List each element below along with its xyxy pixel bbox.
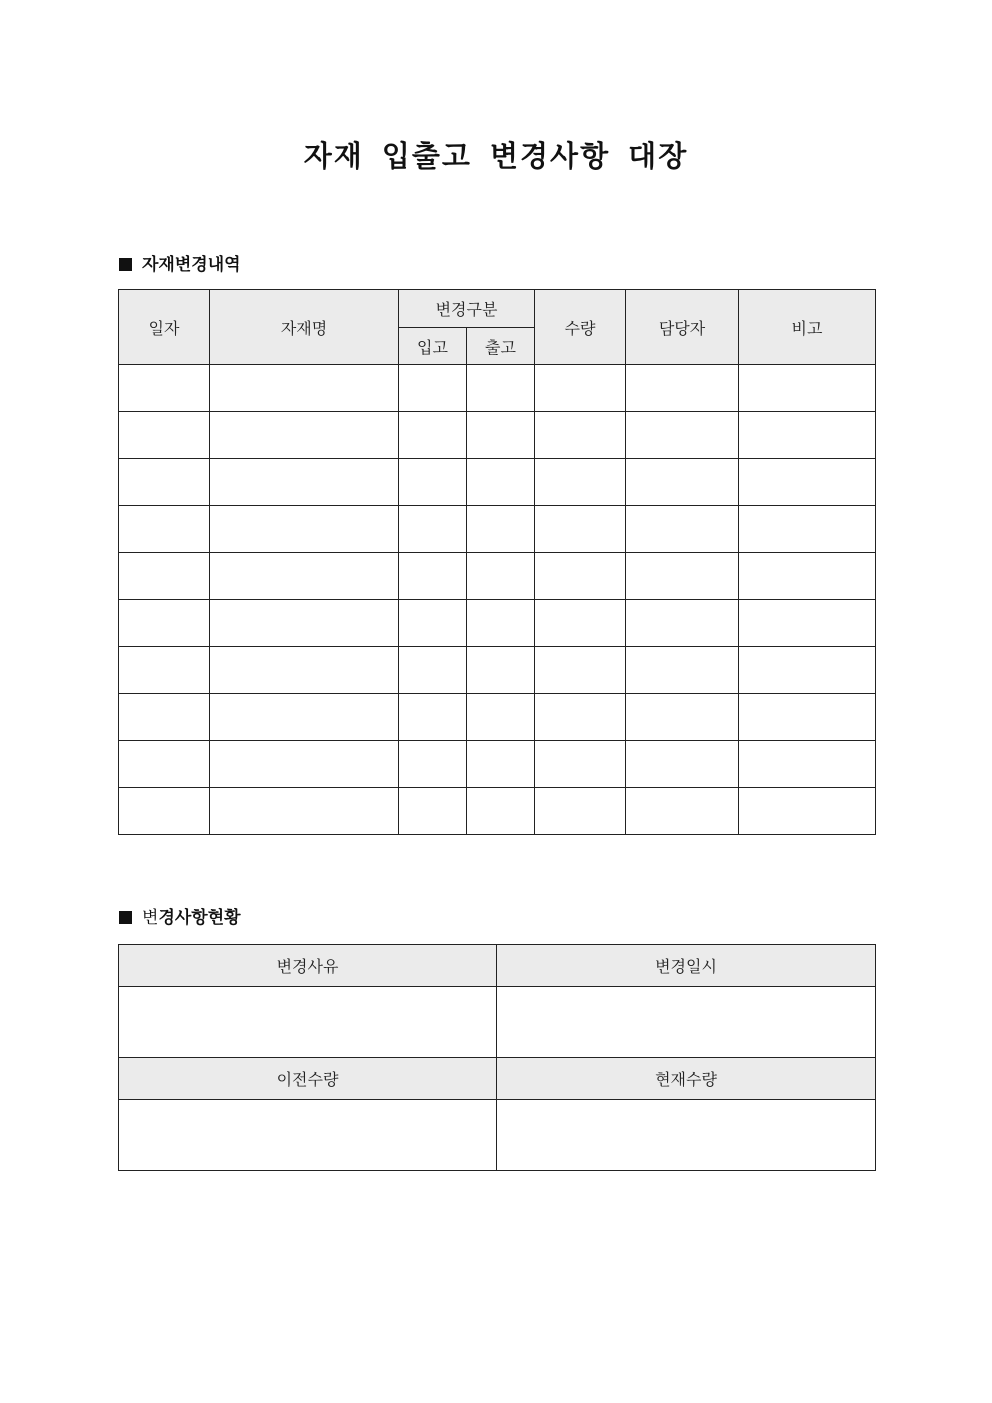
- column-header-remarks: 비고: [739, 290, 876, 365]
- cell-material-name[interactable]: [210, 647, 399, 694]
- cell-date[interactable]: [119, 694, 210, 741]
- table-row: [119, 365, 876, 412]
- column-header-outbound: 출고: [467, 328, 535, 365]
- section-heading-change-history: [119, 253, 241, 277]
- cell-date[interactable]: [119, 788, 210, 835]
- cell-date[interactable]: [119, 647, 210, 694]
- cell-material-name[interactable]: [210, 365, 399, 412]
- page-title: 자재 입출고 변경사항 대장: [303, 139, 689, 173]
- cell-manager[interactable]: [626, 365, 739, 412]
- cell-remarks[interactable]: [739, 506, 876, 553]
- table-row: [119, 647, 876, 694]
- change-status-table: [118, 944, 876, 1171]
- cell-material-name[interactable]: [210, 694, 399, 741]
- cell-quantity[interactable]: [535, 788, 626, 835]
- cell-remarks[interactable]: [739, 647, 876, 694]
- cell-inbound[interactable]: [399, 506, 467, 553]
- column-header-quantity: 수량: [535, 290, 626, 365]
- square-bullet-icon: [119, 911, 132, 924]
- cell-inbound[interactable]: [399, 694, 467, 741]
- cell-manager[interactable]: [626, 600, 739, 647]
- cell-outbound[interactable]: [467, 365, 535, 412]
- cell-manager[interactable]: [626, 647, 739, 694]
- cell-remarks[interactable]: [739, 694, 876, 741]
- column-header-material-name: 자재명: [210, 290, 399, 365]
- cell-outbound[interactable]: [467, 600, 535, 647]
- table-row: [119, 553, 876, 600]
- cell-manager[interactable]: [626, 788, 739, 835]
- cell-inbound[interactable]: [399, 600, 467, 647]
- cell-manager[interactable]: [626, 459, 739, 506]
- cell-outbound[interactable]: [467, 412, 535, 459]
- cell-manager[interactable]: [626, 412, 739, 459]
- table-row: [119, 506, 876, 553]
- cell-inbound[interactable]: [399, 788, 467, 835]
- cell-remarks[interactable]: [739, 459, 876, 506]
- cell-quantity[interactable]: [535, 506, 626, 553]
- label-previous-quantity: 이전수량: [119, 1058, 497, 1100]
- cell-outbound[interactable]: [467, 741, 535, 788]
- cell-manager[interactable]: [626, 741, 739, 788]
- cell-inbound[interactable]: [399, 741, 467, 788]
- cell-quantity[interactable]: [535, 553, 626, 600]
- cell-inbound[interactable]: [399, 553, 467, 600]
- cell-outbound[interactable]: [467, 459, 535, 506]
- cell-inbound[interactable]: [399, 647, 467, 694]
- label-current-quantity: 현재수량: [497, 1058, 876, 1100]
- section-heading-change-status: [119, 906, 241, 930]
- cell-manager[interactable]: [626, 553, 739, 600]
- cell-material-name[interactable]: [210, 741, 399, 788]
- cell-remarks[interactable]: [739, 741, 876, 788]
- cell-manager[interactable]: [626, 694, 739, 741]
- cell-outbound[interactable]: [467, 647, 535, 694]
- cell-material-name[interactable]: [210, 788, 399, 835]
- table-row: [119, 600, 876, 647]
- cell-quantity[interactable]: [535, 694, 626, 741]
- cell-material-name[interactable]: [210, 506, 399, 553]
- cell-date[interactable]: [119, 365, 210, 412]
- cell-remarks[interactable]: [739, 412, 876, 459]
- cell-material-name[interactable]: [210, 553, 399, 600]
- cell-date[interactable]: [119, 553, 210, 600]
- table-row: [119, 459, 876, 506]
- cell-quantity[interactable]: [535, 412, 626, 459]
- cell-quantity[interactable]: [535, 365, 626, 412]
- material-change-table: [118, 289, 876, 835]
- column-header-manager: 담당자: [626, 290, 739, 365]
- cell-material-name[interactable]: [210, 459, 399, 506]
- cell-outbound[interactable]: [467, 553, 535, 600]
- cell-date[interactable]: [119, 506, 210, 553]
- cell-date[interactable]: [119, 741, 210, 788]
- cell-inbound[interactable]: [399, 459, 467, 506]
- section-heading-label: 자재변경내역: [142, 255, 241, 275]
- column-header-date: 일자: [119, 290, 210, 365]
- cell-remarks[interactable]: [739, 600, 876, 647]
- cell-quantity[interactable]: [535, 459, 626, 506]
- square-bullet-icon: [119, 258, 132, 271]
- cell-remarks[interactable]: [739, 788, 876, 835]
- cell-remarks[interactable]: [739, 365, 876, 412]
- cell-material-name[interactable]: [210, 412, 399, 459]
- field-previous-quantity[interactable]: [119, 1100, 497, 1171]
- table-row: [119, 788, 876, 835]
- cell-inbound[interactable]: [399, 412, 467, 459]
- cell-outbound[interactable]: [467, 506, 535, 553]
- field-change-datetime[interactable]: [497, 987, 876, 1058]
- field-change-reason[interactable]: [119, 987, 497, 1058]
- cell-inbound[interactable]: [399, 365, 467, 412]
- label-change-datetime: 변경일시: [497, 945, 876, 987]
- cell-date[interactable]: [119, 600, 210, 647]
- cell-quantity[interactable]: [535, 741, 626, 788]
- cell-material-name[interactable]: [210, 600, 399, 647]
- column-header-inbound: 입고: [399, 328, 467, 365]
- table-row: [119, 741, 876, 788]
- cell-date[interactable]: [119, 459, 210, 506]
- field-current-quantity[interactable]: [497, 1100, 876, 1171]
- section-heading-lead: 변: [142, 908, 159, 928]
- label-change-reason: 변경사유: [119, 945, 497, 987]
- cell-date[interactable]: [119, 412, 210, 459]
- cell-outbound[interactable]: [467, 788, 535, 835]
- cell-remarks[interactable]: [739, 553, 876, 600]
- cell-manager[interactable]: [626, 506, 739, 553]
- table-row: [119, 694, 876, 741]
- cell-quantity[interactable]: [535, 647, 626, 694]
- table-row: [119, 412, 876, 459]
- column-header-change-type: 변경구분: [399, 290, 535, 328]
- cell-outbound[interactable]: [467, 694, 535, 741]
- section-heading-label: 경사항현황: [158, 908, 241, 928]
- cell-quantity[interactable]: [535, 600, 626, 647]
